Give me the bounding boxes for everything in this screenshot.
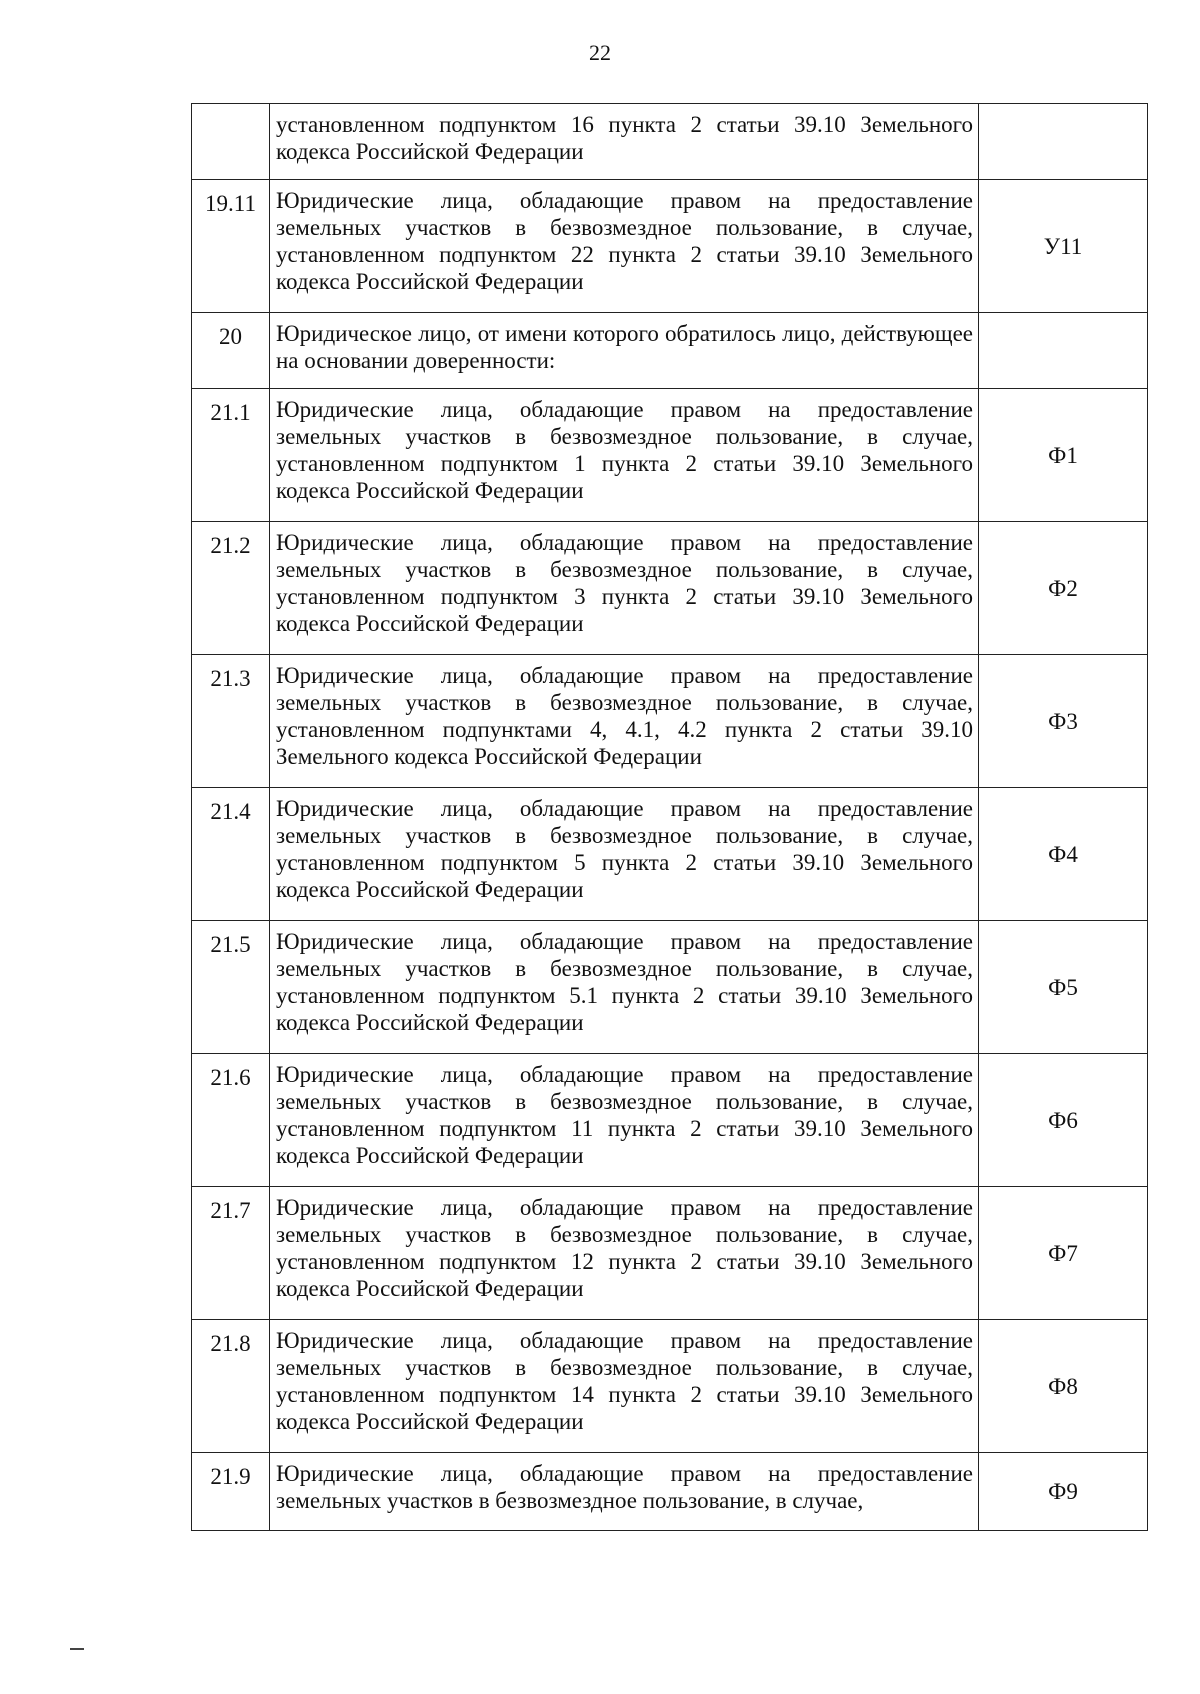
row-text: Юридические лица, обладающие правом на предоставление земельных участков в безвозмездное пользование, в случае, установленном подпунктом 11 пункта 2 статьи 39.10 Земельного кодекса Российской Федерации [270, 1054, 979, 1187]
row-number: 21.9 [192, 1453, 270, 1531]
table-row [192, 104, 1148, 180]
table-row [192, 1320, 1148, 1453]
table-row [192, 1054, 1148, 1187]
row-code: Ф5 [979, 921, 1148, 1054]
row-number: 21.2 [192, 522, 270, 655]
row-number: 21.3 [192, 655, 270, 788]
row-text: Юридические лица, обладающие правом на предоставление земельных участков в безвозмездное пользование, в случае, установленном подпунктом 14 пункта 2 статьи 39.10 Земельного кодекса Российской Федерации [270, 1320, 979, 1453]
row-text: Юридические лица, обладающие правом на предоставление земельных участков в безвозмездное пользование, в случае, установленном подпунктом 1 пункта 2 статьи 39.10 Земельного кодекса Российской Федерации [270, 389, 979, 522]
row-number: 19.11 [192, 180, 270, 313]
row-number [192, 104, 270, 180]
table-row [192, 389, 1148, 522]
row-code: Ф6 [979, 1054, 1148, 1187]
row-text: Юридические лица, обладающие правом на предоставление земельных участков в безвозмездное пользование, в случае, [270, 1453, 979, 1531]
row-number: 21.1 [192, 389, 270, 522]
table-row [192, 655, 1148, 788]
row-code [979, 104, 1148, 180]
row-text: Юридические лица, обладающие правом на предоставление земельных участков в безвозмездное пользование, в случае, установленном подпунктом 5.1 пункта 2 статьи 39.10 Земельного кодекса Российской Федерации [270, 921, 979, 1054]
row-number: 21.7 [192, 1187, 270, 1320]
row-code: У11 [979, 180, 1148, 313]
document-table [191, 103, 1148, 1531]
table-row [192, 522, 1148, 655]
row-text: Юридические лица, обладающие правом на предоставление земельных участков в безвозмездное пользование, в случае, установленном подпунктом 3 пункта 2 статьи 39.10 Земельного кодекса Российской Федерации [270, 522, 979, 655]
row-text: Юридические лица, обладающие правом на предоставление земельных участков в безвозмездное пользование, в случае, установленном подпунктом 5 пункта 2 статьи 39.10 Земельного кодекса Российской Федерации [270, 788, 979, 921]
row-number: 21.4 [192, 788, 270, 921]
row-text: Юридическое лицо, от имени которого обратилось лицо, действующее на основании доверенности: [270, 313, 979, 389]
table-row [192, 1453, 1148, 1531]
table-row [192, 313, 1148, 389]
row-number: 20 [192, 313, 270, 389]
row-text: Юридические лица, обладающие правом на предоставление земельных участков в безвозмездное пользование, в случае, установленном подпунктами 4, 4.1, 4.2 пункта 2 статьи 39.10 Земельного кодекса Российской Федерации [270, 655, 979, 788]
row-code: Ф2 [979, 522, 1148, 655]
row-code: Ф4 [979, 788, 1148, 921]
table-row [192, 788, 1148, 921]
row-text: Юридические лица, обладающие правом на предоставление земельных участков в безвозмездное пользование, в случае, установленном подпунктом 12 пункта 2 статьи 39.10 Земельного кодекса Российской Федерации [270, 1187, 979, 1320]
row-code: Ф1 [979, 389, 1148, 522]
row-code: Ф3 [979, 655, 1148, 788]
row-number: 21.5 [192, 921, 270, 1054]
row-code: Ф9 [979, 1453, 1148, 1531]
row-number: 21.8 [192, 1320, 270, 1453]
row-code [979, 313, 1148, 389]
scan-mark [70, 1648, 84, 1650]
row-text: Юридические лица, обладающие правом на предоставление земельных участков в безвозмездное пользование, в случае, установленном подпунктом 22 пункта 2 статьи 39.10 Земельного кодекса Российской Федерации [270, 180, 979, 313]
row-code: Ф8 [979, 1320, 1148, 1453]
page-number: 22 [589, 40, 611, 65]
row-number: 21.6 [192, 1054, 270, 1187]
row-text: установленном подпунктом 16 пункта 2 статьи 39.10 Земельного кодекса Российской Федерации [270, 104, 979, 180]
table-row [192, 1187, 1148, 1320]
row-code: Ф7 [979, 1187, 1148, 1320]
table-row [192, 180, 1148, 313]
table-row [192, 921, 1148, 1054]
